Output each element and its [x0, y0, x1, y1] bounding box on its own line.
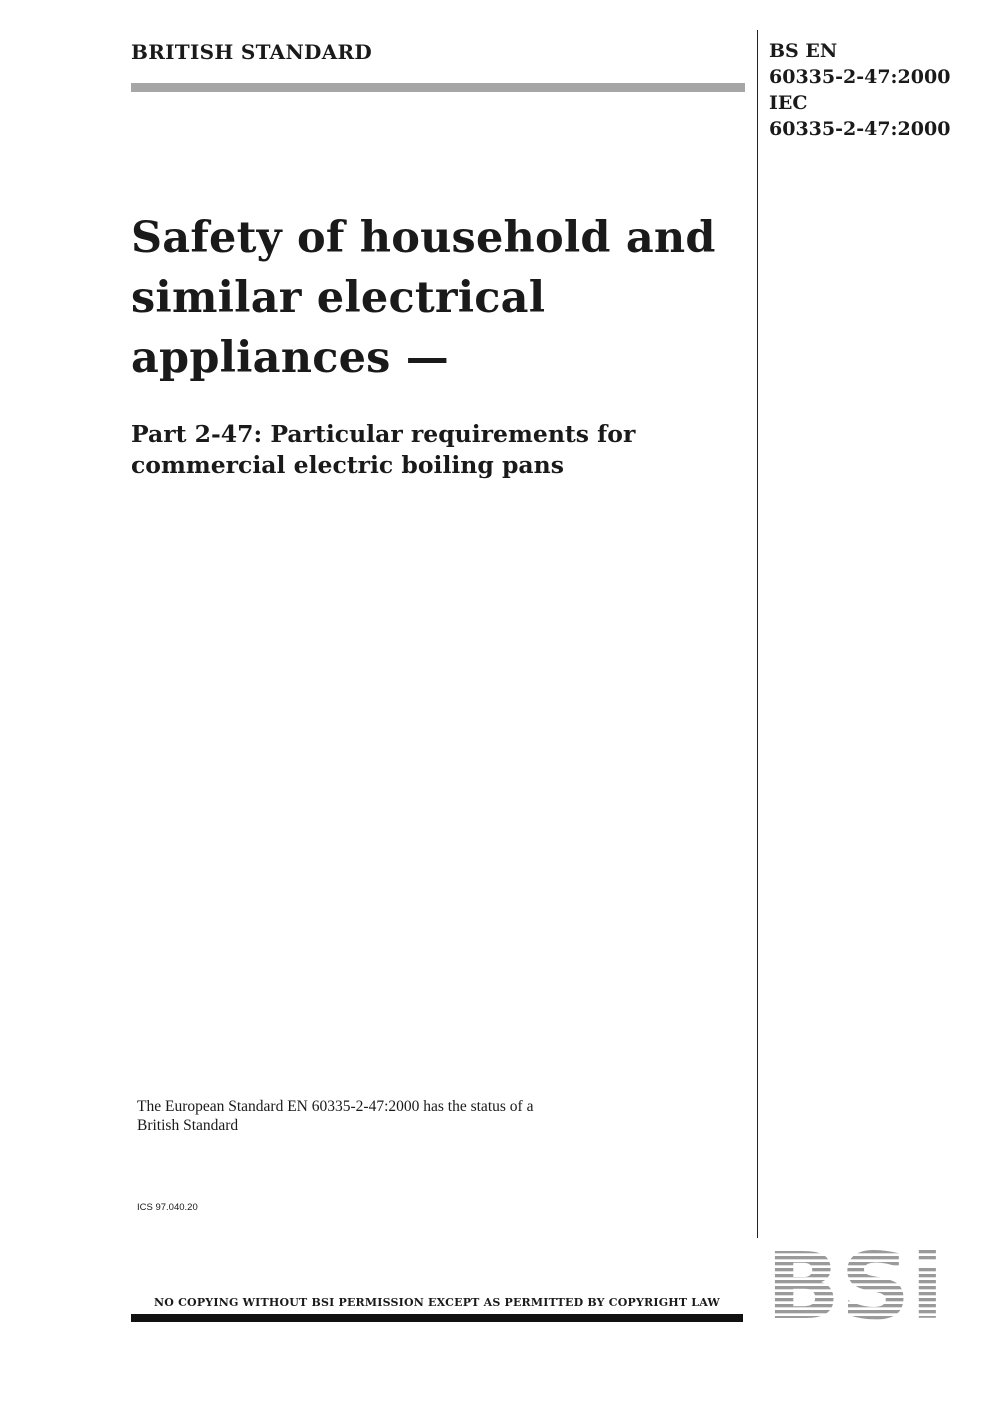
- bsi-logo-icon: [768, 1244, 942, 1324]
- status-note-line: British Standard: [137, 1117, 239, 1134]
- document-title: [131, 208, 741, 388]
- standard-identifiers: [769, 38, 950, 142]
- header-label: BRITISH STANDARD: [131, 40, 373, 64]
- footer-rule: [131, 1314, 743, 1322]
- vertical-divider: [757, 30, 758, 1238]
- title-line: Safety of household and: [131, 213, 716, 263]
- header-rule: [131, 83, 745, 92]
- document-subtitle: [131, 419, 731, 481]
- standard-id-iec: IEC: [769, 92, 808, 114]
- subtitle-line: commercial electric boiling pans: [131, 451, 564, 479]
- status-note-line: The European Standard EN 60335-2-47:2000 has the status of a: [137, 1098, 534, 1115]
- ics-code: ICS 97.040.20: [137, 1202, 198, 1213]
- copyright-notice: NO COPYING WITHOUT BSI PERMISSION EXCEPT AS PERMITTED BY COPYRIGHT LAW: [154, 1296, 720, 1309]
- standard-id-iec-number: 60335-2-47:2000: [769, 118, 951, 140]
- subtitle-line: Part 2-47: Particular requirements for: [131, 420, 636, 448]
- status-note: [137, 1097, 607, 1135]
- title-line: appliances —: [131, 333, 449, 383]
- title-line: similar electrical: [131, 273, 546, 323]
- standard-id-bs-en: BS EN: [769, 40, 838, 62]
- standard-id-bs-en-number: 60335-2-47:2000: [769, 66, 951, 88]
